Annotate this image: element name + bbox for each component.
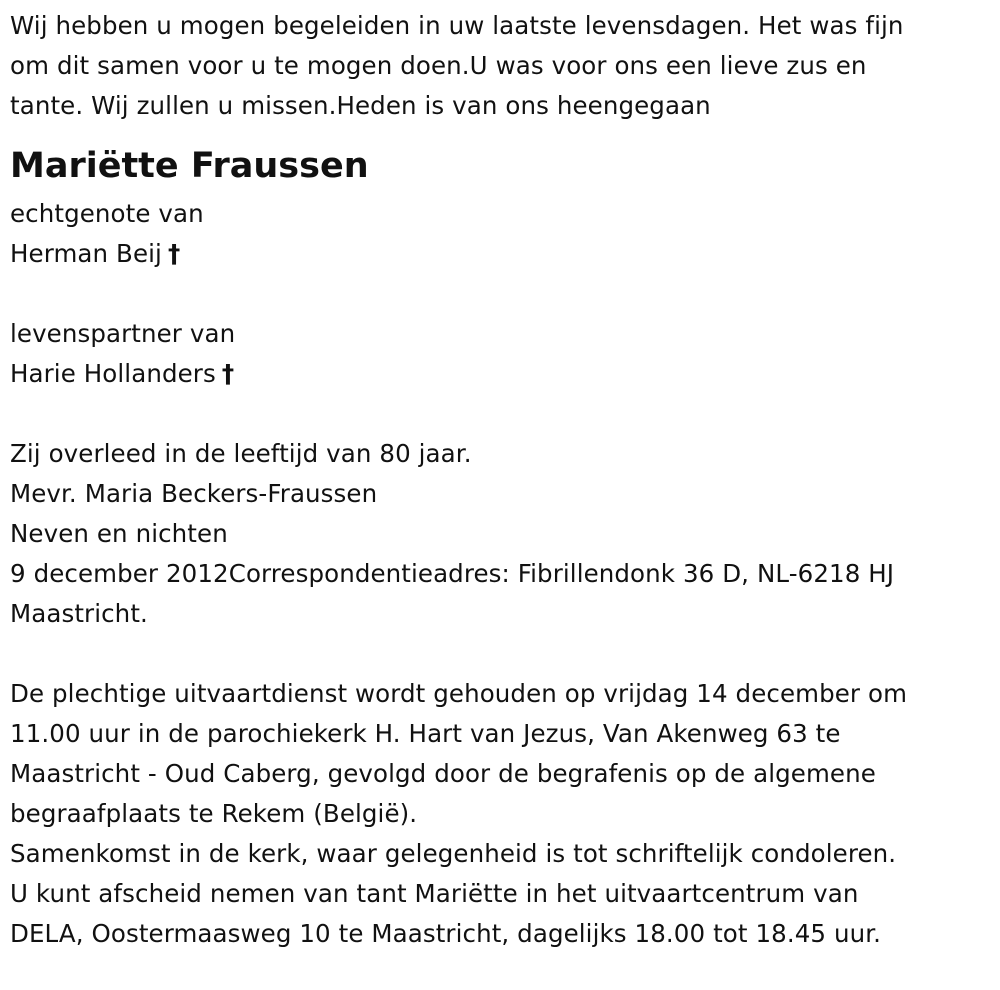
spouse-section [10, 194, 1000, 274]
intro-line: Wij hebben u mogen begeleiden in uw laatste levensdagen. Het was fijn [10, 11, 904, 40]
service-line: U kunt afscheid nemen van tant Mariëtte in het uitvaartcentrum van [10, 879, 859, 908]
spacer [10, 274, 1000, 314]
spacer [10, 634, 1000, 674]
spouse-label: echtgenote van [10, 199, 204, 228]
partner-label: levenspartner van [10, 319, 236, 348]
family-list [10, 474, 1000, 554]
service-line: Samenkomst in de kerk, waar gelegenheid is tot schriftelijk condoleren. [10, 839, 897, 868]
intro-text [10, 6, 1000, 126]
partner-line [10, 354, 1000, 394]
intro-line: tante. Wij zullen u missen.Heden is van ons heengegaan [10, 91, 711, 120]
address-line: Maastricht. [10, 599, 148, 628]
spacer [10, 394, 1000, 434]
service-details [10, 674, 1000, 954]
partner-name: Harie Hollanders [10, 359, 216, 388]
service-line: begraafplaats te Rekem (België). [10, 799, 418, 828]
service-line: De plechtige uitvaartdienst wordt gehouden op vrijdag 14 december om [10, 679, 908, 708]
family-member: Neven en nichten [10, 519, 228, 548]
address-line: 9 december 2012Correspondentieadres: Fibrillendonk 36 D, NL-6218 HJ [10, 559, 895, 588]
partner-section [10, 314, 1000, 394]
service-line: 11.00 uur in de parochiekerk H. Hart van Jezus, Van Akenweg 63 te [10, 719, 841, 748]
age-line: Zij overleed in de leeftijd van 80 jaar. [10, 439, 472, 468]
spouse-name: Herman Beij [10, 239, 162, 268]
service-line: Maastricht - Oud Caberg, gevolgd door de begrafenis op de algemene [10, 759, 876, 788]
deceased-name: Mariëtte Fraussen [10, 146, 369, 186]
family-member: Mevr. Maria Beckers-Fraussen [10, 479, 378, 508]
spouse-line [10, 234, 1000, 274]
service-line: DELA, Oostermaasweg 10 te Maastricht, dagelijks 18.00 tot 18.45 uur. [10, 919, 882, 948]
cross-icon: † [221, 359, 235, 388]
intro-line: om dit samen voor u te mogen doen.U was voor ons een lieve zus en [10, 51, 867, 80]
cross-icon: † [167, 239, 181, 268]
correspondence-address [10, 554, 1000, 634]
